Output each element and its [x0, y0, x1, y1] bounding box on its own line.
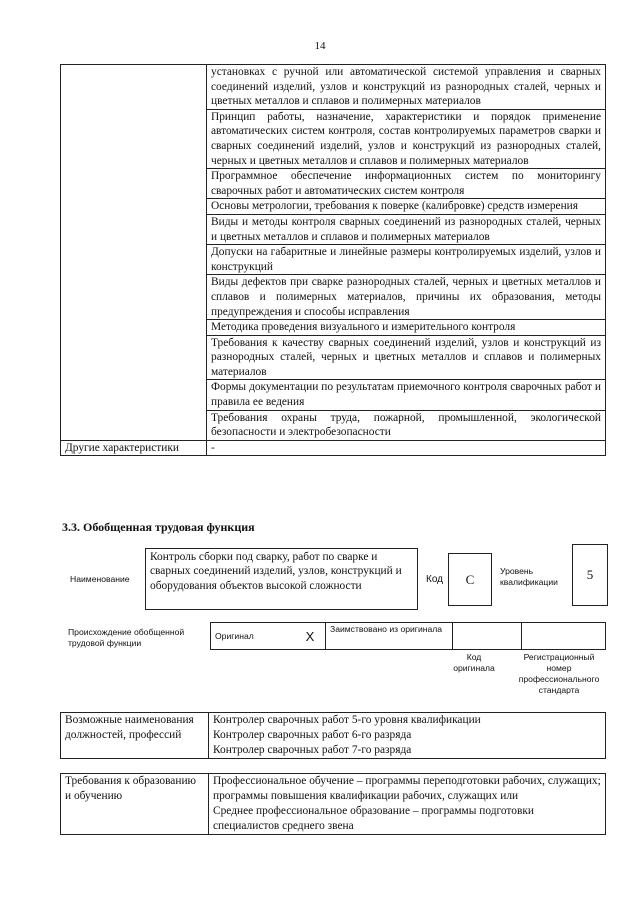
- table-row: [61, 440, 606, 456]
- knowledge-item: Виды и методы контроля сварных соединений из разнородных сталей, черных и цветных металлов и сплавов и полимерных материалов: [207, 214, 606, 244]
- code-value: C: [448, 553, 492, 606]
- table-row: [61, 774, 606, 835]
- knowledge-item: Требования охраны труда, пожарной, промышленной, экологической безопасности и электробезопасности: [207, 410, 606, 440]
- origin-code-cell: [453, 623, 522, 650]
- table-row: [211, 623, 606, 650]
- knowledge-label-cell: [61, 65, 207, 441]
- knowledge-item: Формы документации по результатам приемочного контроля сварочных работ и правила ее ведения: [207, 380, 606, 410]
- level-value: 5: [572, 544, 608, 606]
- knowledge-item: Программное обеспечение информационных систем по мониторингу сварочных работ и автоматических систем контроля: [207, 169, 606, 199]
- function-name-value: Контроль сборки под сварку, работ по сварке и сварных соединений изделий, узлов, конструкций и оборудования объектов высокой сложности: [145, 548, 418, 610]
- origin-reg-caption: Регистрационный номер профессионального стандарта: [518, 652, 600, 695]
- education-item: Профессиональное обучение – программы переподготовки рабочих, служащих; программы повышения квалификации рабочих, служащих или: [213, 775, 601, 802]
- education-item: Среднее профессиональное образование – программы подготовки специалистов среднего звена: [213, 805, 534, 832]
- origin-reg-cell: [522, 623, 606, 650]
- education-table: [60, 773, 606, 835]
- knowledge-item: Основы метрологии, требования к поверке (калибровке) средств измерения: [207, 199, 606, 215]
- knowledge-item: установках с ручной или автоматической системой управления и сварных соединений изделий, узлов и конструкций из разнородных сталей, черных и цветных металлов и сплавов и полимерных материалов: [207, 65, 606, 110]
- function-name-label: Наименование: [70, 574, 130, 584]
- section-title: 3.3. Обобщенная трудовая функция: [62, 520, 255, 534]
- education-label: Требования к образованию и обучению: [61, 774, 209, 835]
- knowledge-item: Методика проведения визуального и измерительного контроля: [207, 320, 606, 336]
- position-item: Контролер сварочных работ 5-го уровня квалификации: [213, 714, 481, 726]
- origin-code-caption: Код оригинала: [453, 652, 495, 673]
- position-item: Контролер сварочных работ 7-го разряда: [213, 744, 412, 756]
- knowledge-item: Требования к качеству сварных соединений изделий, узлов и конструкций из разнородных сталей, черных и цветных металлов и сплавов и полимерных материалов: [207, 335, 606, 380]
- education-list: [209, 774, 606, 835]
- other-characteristics-value: -: [207, 440, 606, 456]
- other-characteristics-label: Другие характеристики: [61, 440, 207, 456]
- code-label: Код: [426, 574, 444, 585]
- origin-borrowed: Заимствовано из оригинала: [326, 623, 453, 650]
- origin-label: Происхождение обобщенной трудовой функции: [68, 627, 185, 648]
- origin-mark: X: [295, 623, 326, 650]
- positions-table: [60, 712, 606, 759]
- table-row: [61, 713, 606, 759]
- page-number: 14: [314, 40, 326, 52]
- origin-original: Оригинал: [211, 623, 296, 650]
- positions-label: Возможные наименования должностей, профессий: [61, 713, 209, 759]
- knowledge-item: Виды дефектов при сварке разнородных сталей, черных и цветных металлов и сплавов и полимерных материалов, причины их образования, методы предупреждения и способы исправления: [207, 275, 606, 320]
- level-label: Уровень квалификации: [500, 566, 558, 587]
- positions-list: [209, 713, 606, 759]
- position-item: Контролер сварочных работ 6-го разряда: [213, 729, 412, 741]
- origin-table: [210, 622, 606, 650]
- knowledge-table: [60, 64, 606, 456]
- table-row: [61, 65, 606, 110]
- knowledge-item: Принцип работы, назначение, характеристики и порядок применение автоматических систем контроля, состав контролируемых параметров сварки и сварных соединений изделий, узлов и конструкций из разнородных сталей, черных и цветных металлов и сплавов и полимерных материалов: [207, 109, 606, 168]
- knowledge-item: Допуски на габаритные и линейные размеры контролируемых изделий, узлов и конструкций: [207, 245, 606, 275]
